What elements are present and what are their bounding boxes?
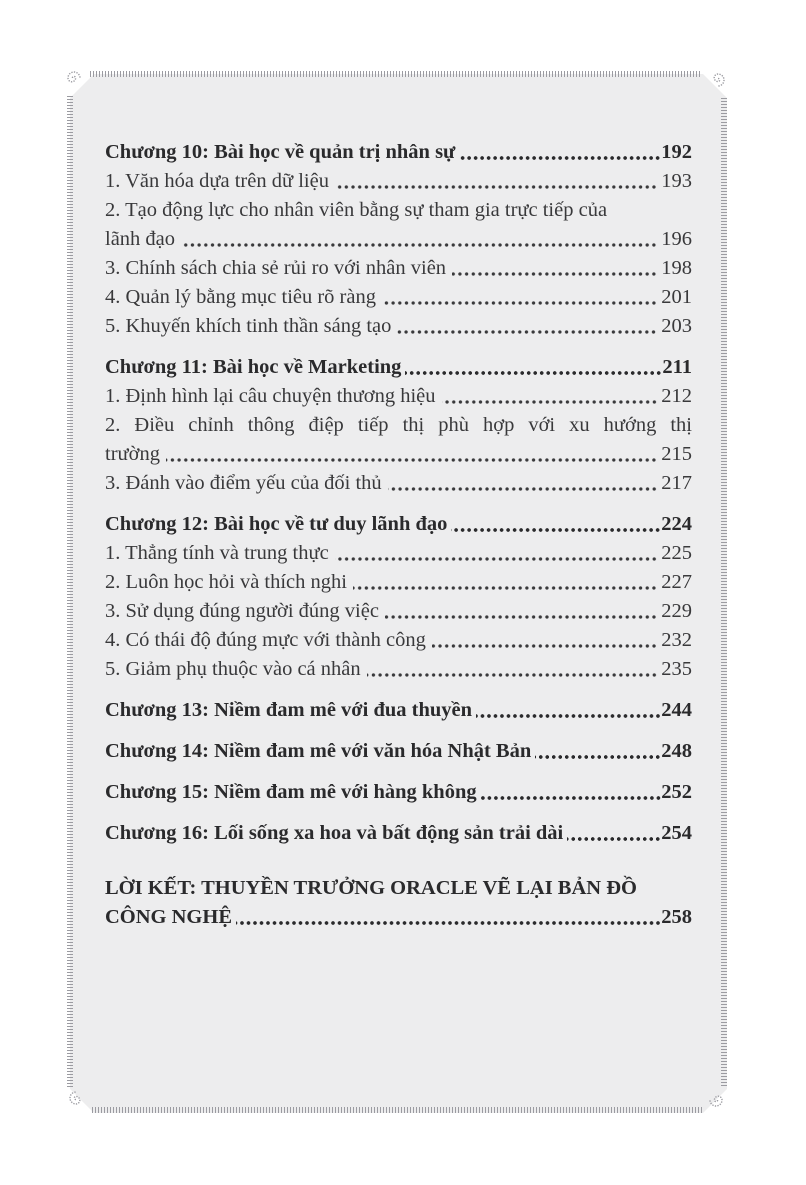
dot-leader: [432, 626, 657, 655]
toc-entry: [105, 167, 692, 196]
toc-entry: [105, 597, 692, 626]
toc-entry: [105, 254, 692, 283]
toc-page-number: 225: [661, 542, 692, 564]
toc-entry-row: [105, 903, 692, 932]
toc-entry-wrapped-lines: [105, 411, 692, 440]
toc-page-number: 227: [661, 571, 692, 593]
dot-leader: [535, 737, 661, 766]
spiral-flourish-icon: [62, 66, 86, 90]
dot-leader: [451, 510, 661, 539]
toc-page-number: 232: [661, 629, 692, 651]
spiral-flourish-icon: [706, 68, 730, 92]
toc-entry-text: Chương 12: Bài học về tư duy lãnh đạo: [105, 513, 448, 535]
toc-entry: [105, 568, 692, 597]
dot-leader: [385, 597, 657, 626]
toc-entry-row: [105, 626, 692, 655]
toc-entry: [105, 539, 692, 568]
dot-leader: [367, 655, 658, 684]
toc-page-number: 201: [661, 286, 692, 308]
toc-page-number: 229: [661, 600, 692, 622]
toc-entry-row: [105, 737, 692, 766]
toc-entry-row: [105, 225, 692, 254]
toc-entry: [105, 283, 692, 312]
dot-leader: [236, 903, 661, 932]
toc-entry: [105, 737, 692, 766]
toc-entry-row: [105, 283, 692, 312]
dot-leader: [382, 283, 657, 312]
toc-entry-row: [105, 254, 692, 283]
toc-entry: [105, 510, 692, 539]
toc-entry-text: 3. Đánh vào điểm yếu của đối thủ: [105, 472, 382, 494]
toc-page-number: 244: [661, 699, 692, 721]
dot-leader: [166, 440, 657, 469]
toc-entry: [105, 196, 692, 254]
toc-page-number: 258: [661, 906, 692, 928]
spiral-flourish-icon: [704, 1088, 728, 1112]
toc-entry-wrap-line: 2. Tạo động lực cho nhân viên bằng sự tham gia trực tiếp của: [105, 199, 608, 221]
dot-leader: [335, 539, 658, 568]
toc-entry-text: 4. Quản lý bằng mục tiêu rõ ràng: [105, 286, 376, 308]
dot-leader: [181, 225, 657, 254]
toc-page-number: 248: [661, 740, 692, 762]
toc-entry-wrapped-lines: [105, 874, 692, 903]
toc-page-number: 252: [661, 781, 692, 803]
toc-entry-row: [105, 312, 692, 341]
dot-leader: [397, 312, 657, 341]
toc-entry: [105, 626, 692, 655]
toc-entry: [105, 655, 692, 684]
toc-page-number: 192: [661, 141, 692, 163]
toc-entry-row: [105, 568, 692, 597]
toc-entry: [105, 411, 692, 469]
toc-entry: [105, 353, 692, 382]
toc-page-number: 235: [661, 658, 692, 680]
toc-page-number: 198: [661, 257, 692, 279]
toc-entry-row: [105, 353, 692, 382]
toc-page-number: 224: [661, 513, 692, 535]
dot-leader: [388, 469, 658, 498]
toc-page-number: 196: [661, 228, 692, 250]
dot-leader: [452, 254, 657, 283]
toc-entry-text: 5. Khuyến khích tinh thần sáng tạo: [105, 315, 392, 337]
toc-entry-text: 1. Văn hóa dựa trên dữ liệu: [105, 170, 329, 192]
toc-entry-text: Chương 16: Lối sống xa hoa và bất động sản trải dài: [105, 822, 564, 844]
toc-entry-row: [105, 167, 692, 196]
toc-entry-row: [105, 597, 692, 626]
toc-entry-text: 5. Giảm phụ thuộc vào cá nhân: [105, 658, 361, 680]
toc-page-number: 193: [661, 170, 692, 192]
toc-entry: [105, 778, 692, 807]
toc-entry: [105, 382, 692, 411]
dot-leader: [459, 138, 661, 167]
toc-page-number: 203: [661, 315, 692, 337]
toc-entry: [105, 874, 692, 932]
toc-entry-row: [105, 655, 692, 684]
toc-entry: [105, 469, 692, 498]
toc-entry: [105, 819, 692, 848]
toc-entry-text: 1. Thẳng tính và trung thực: [105, 542, 329, 564]
toc-entry-text: Chương 11: Bài học về Marketing: [105, 356, 402, 378]
toc-entry-row: [105, 469, 692, 498]
toc-entry-text: Chương 15: Niềm đam mê với hàng không: [105, 781, 477, 803]
toc-entry-row: [105, 138, 692, 167]
toc-page-number: 217: [661, 472, 692, 494]
spiral-flourish-icon: [64, 1086, 88, 1110]
toc-entry: [105, 312, 692, 341]
dot-leader: [442, 382, 658, 411]
toc-entry-text: 4. Có thái độ đúng mực với thành công: [105, 629, 426, 651]
dot-leader: [476, 696, 661, 725]
dot-leader: [481, 778, 662, 807]
toc-entry-text: CÔNG NGHỆ: [105, 906, 232, 928]
toc-entry-wrap-line: 2. Điều chỉnh thông điệp tiếp thị phù hợp với xu hướng thị: [105, 414, 692, 436]
toc-entry: [105, 696, 692, 725]
toc-entry-text: Chương 13: Niềm đam mê với đua thuyền: [105, 699, 473, 721]
toc-entry-row: [105, 539, 692, 568]
toc-page-number: 254: [661, 822, 692, 844]
toc-entry-wrapped-lines: [105, 196, 692, 225]
toc-entry-text: lãnh đạo: [105, 228, 176, 250]
toc-entry-row: [105, 696, 692, 725]
toc-entry-text: Chương 10: Bài học về quản trị nhân sự: [105, 141, 456, 163]
toc-entry-row: [105, 778, 692, 807]
frame-edge-top: [90, 71, 702, 77]
frame-edge-bottom: [92, 1107, 702, 1113]
frame-edge-left: [67, 96, 73, 1088]
toc-entry-row: [105, 510, 692, 539]
toc-entry-text: 1. Định hình lại câu chuyện thương hiệu: [105, 385, 436, 407]
dot-leader: [335, 167, 657, 196]
toc-entry-row: [105, 440, 692, 469]
toc-entry-row: [105, 819, 692, 848]
dot-leader: [405, 353, 662, 382]
toc-page-number: 211: [662, 356, 692, 378]
toc-entry-text: 3. Chính sách chia sẻ rủi ro với nhân viên: [105, 257, 447, 279]
dot-leader: [353, 568, 657, 597]
toc-entry-row: [105, 382, 692, 411]
table-of-contents: [105, 138, 692, 932]
toc-entry-text: 3. Sử dụng đúng người đúng việc: [105, 600, 379, 622]
toc-page-number: 212: [661, 385, 692, 407]
dot-leader: [567, 819, 661, 848]
toc-entry-text: 2. Luôn học hỏi và thích nghi: [105, 571, 347, 593]
toc-entry-text: Chương 14: Niềm đam mê với văn hóa Nhật Bản: [105, 740, 532, 762]
toc-entry-text: trường: [105, 443, 160, 465]
toc-entry: [105, 138, 692, 167]
toc-entry-wrap-line: LỜI KẾT: THUYỀN TRƯỞNG ORACLE VẼ LẠI BẢN ĐỒ: [105, 877, 637, 899]
frame-edge-right: [721, 98, 727, 1086]
toc-page-number: 215: [661, 443, 692, 465]
